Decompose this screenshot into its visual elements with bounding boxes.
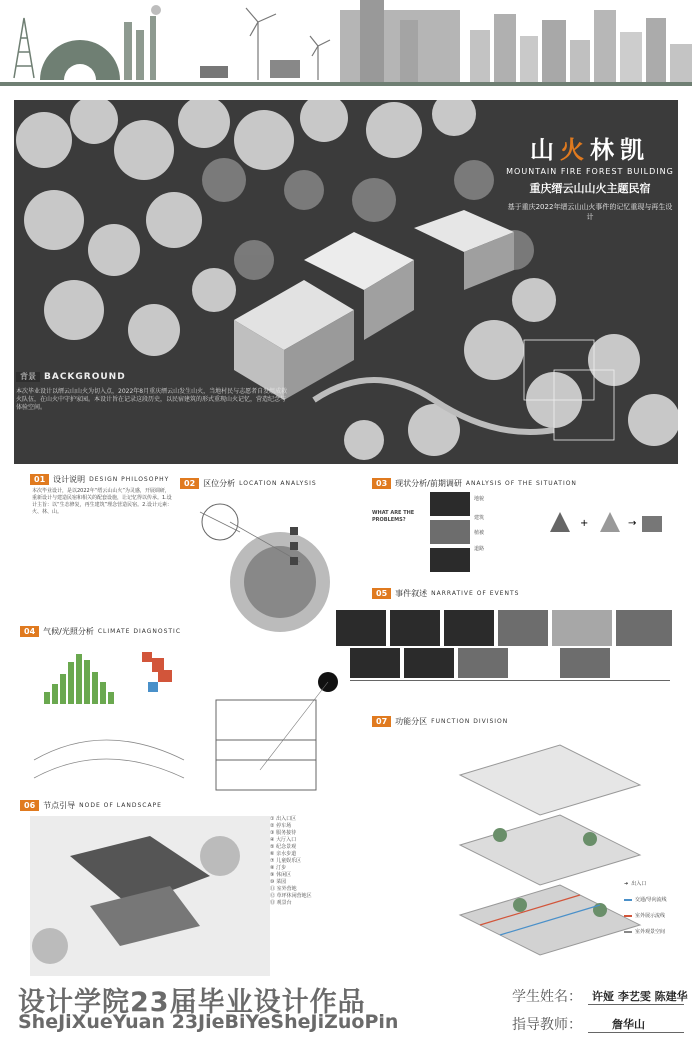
event-photo-1 — [336, 610, 386, 646]
section-function-division: 07 功能分区 FUNCTION DIVISION — [372, 716, 508, 727]
event-photo-9 — [458, 648, 508, 678]
section-node-of-landscape: 06 节点引导 NODE OF LANDSCAPE — [20, 800, 162, 811]
node-item: ⑩ 菜园 — [270, 879, 287, 885]
footer-title: 设计学院23届毕业设计作品 — [18, 987, 366, 1018]
situation-photo-3 — [430, 548, 470, 572]
event-photo-4 — [498, 610, 548, 646]
event-photo-5 — [552, 610, 612, 646]
event-photo-2 — [390, 610, 440, 646]
design-text: 本次毕业设计，是以2022年“缙云山山火”为灵感，开展调研，重新设计与建造民宿和相关的配套设施，让记忆得以传承。1.设计主旨：以“生态修复，再生建筑”理念营造民宿。2.设计元素：火、林、山。 — [32, 488, 172, 515]
background-title: BACKGROUND — [44, 372, 126, 382]
section-diagram — [210, 660, 350, 800]
svg-text:→: → — [628, 518, 637, 529]
section-design-philosophy: 01 设计说明 DESIGN PHILOSOPHY — [30, 474, 169, 485]
background-panel — [16, 372, 288, 462]
section-situation-analysis: 03 现状分析/前期调研 ANALYSIS OF THE SITUATION — [372, 478, 577, 489]
teacher-name: 詹华山 — [612, 1018, 645, 1031]
teacher-underline — [588, 1032, 684, 1033]
node-item: ⑥ 亲水步道 — [270, 851, 297, 857]
event-photo-6 — [616, 610, 672, 646]
exploded-axonometric — [440, 735, 650, 965]
situation-item-3: 植被 — [474, 530, 485, 536]
project-title: 山火林凯 — [530, 135, 650, 164]
node-item: ⑬ 观景台 — [270, 900, 292, 906]
event-photo-7 — [350, 648, 400, 678]
event-photo-8 — [404, 648, 454, 678]
node-item: ① 出入口区 — [270, 816, 297, 822]
project-title-en: MOUNTAIN FIRE FOREST BUILDING — [506, 167, 674, 176]
footer-pinyin: SheJiXueYuan 23JieBiYeSheJiZuoPin — [18, 1011, 399, 1033]
students-label: 学生姓名： — [512, 989, 582, 1005]
node-item: ⑨ 休闲区 — [270, 872, 292, 878]
legend-outdoor-display: 室外展示流线 — [624, 912, 665, 919]
teacher-label: 指导教师： — [512, 1017, 582, 1033]
background-heading — [16, 372, 288, 382]
students-underline — [588, 1004, 684, 1005]
node-list — [270, 816, 350, 907]
footer — [0, 980, 692, 1038]
site-plan — [30, 816, 270, 976]
situation-item-4: 道路 — [474, 546, 485, 552]
project-title-block — [505, 130, 675, 222]
node-item: ④ 大厅入口 — [270, 837, 297, 843]
section-narrative: 05 事件叙述 NARRATIVE OF EVENTS — [372, 588, 519, 599]
legend-entrance: ➜ 出入口 — [624, 880, 647, 887]
section-climate: 04 气候/光照分析 CLIMATE DIAGNOSTIC — [20, 626, 181, 637]
background-tag: 背景 — [16, 372, 40, 382]
students-names: 许娅 李艺雯 陈建华 — [592, 990, 688, 1003]
situation-question: WHAT ARE THE PROBLEMS? — [372, 510, 415, 523]
situation-item-2: 建筑 — [474, 515, 485, 521]
legend-traffic: 交通/导向流线 — [624, 896, 667, 903]
section-location-analysis: 02 区位分析 LOCATION ANALYSIS — [180, 478, 317, 489]
concept-diagram — [540, 492, 670, 542]
situation-item-1: 地貌 — [474, 496, 485, 502]
skyline-banner — [0, 0, 692, 88]
node-item: ⑪ 室外营地 — [270, 886, 297, 892]
background-text: 本次毕业设计以缙云山山火为切入点，2022年8月重庆缙云山发生山火，当地村民与志愿者自发组成救火队伍，在山火中守护家园。本设计旨在记录这段历史，以民宿建筑的形式重现山火记忆，营造纪念与体验空间。 — [16, 388, 288, 411]
project-subtitle: 重庆缙云山山火主题民宿 — [529, 182, 651, 195]
node-item: ⑤ 纪念景观 — [270, 844, 297, 850]
event-photo-3 — [444, 610, 494, 646]
legend-outdoor-view: 室外观景空间 — [624, 928, 665, 935]
event-photo-10 — [560, 648, 610, 678]
node-item: ⑫ 草坪休闲营地区 — [270, 893, 312, 899]
arrow-icon: ➜ — [624, 880, 629, 887]
banner-divider — [0, 82, 692, 86]
node-item: ⑧ 汀步 — [270, 865, 287, 871]
timeline-axis — [350, 680, 670, 681]
climate-chart — [24, 640, 214, 790]
svg-text:+: + — [580, 518, 589, 529]
situation-photo-1 — [430, 492, 470, 516]
node-item: ③ 服务接待 — [270, 830, 297, 836]
node-item: ② 停车场 — [270, 823, 292, 829]
project-subtitle-2: 基于重庆2022年缙云山山火事件的记忆重现与再生设计 — [507, 203, 673, 221]
situation-photo-2 — [430, 520, 470, 544]
node-item: ⑦ 儿童娱乐区 — [270, 858, 302, 864]
